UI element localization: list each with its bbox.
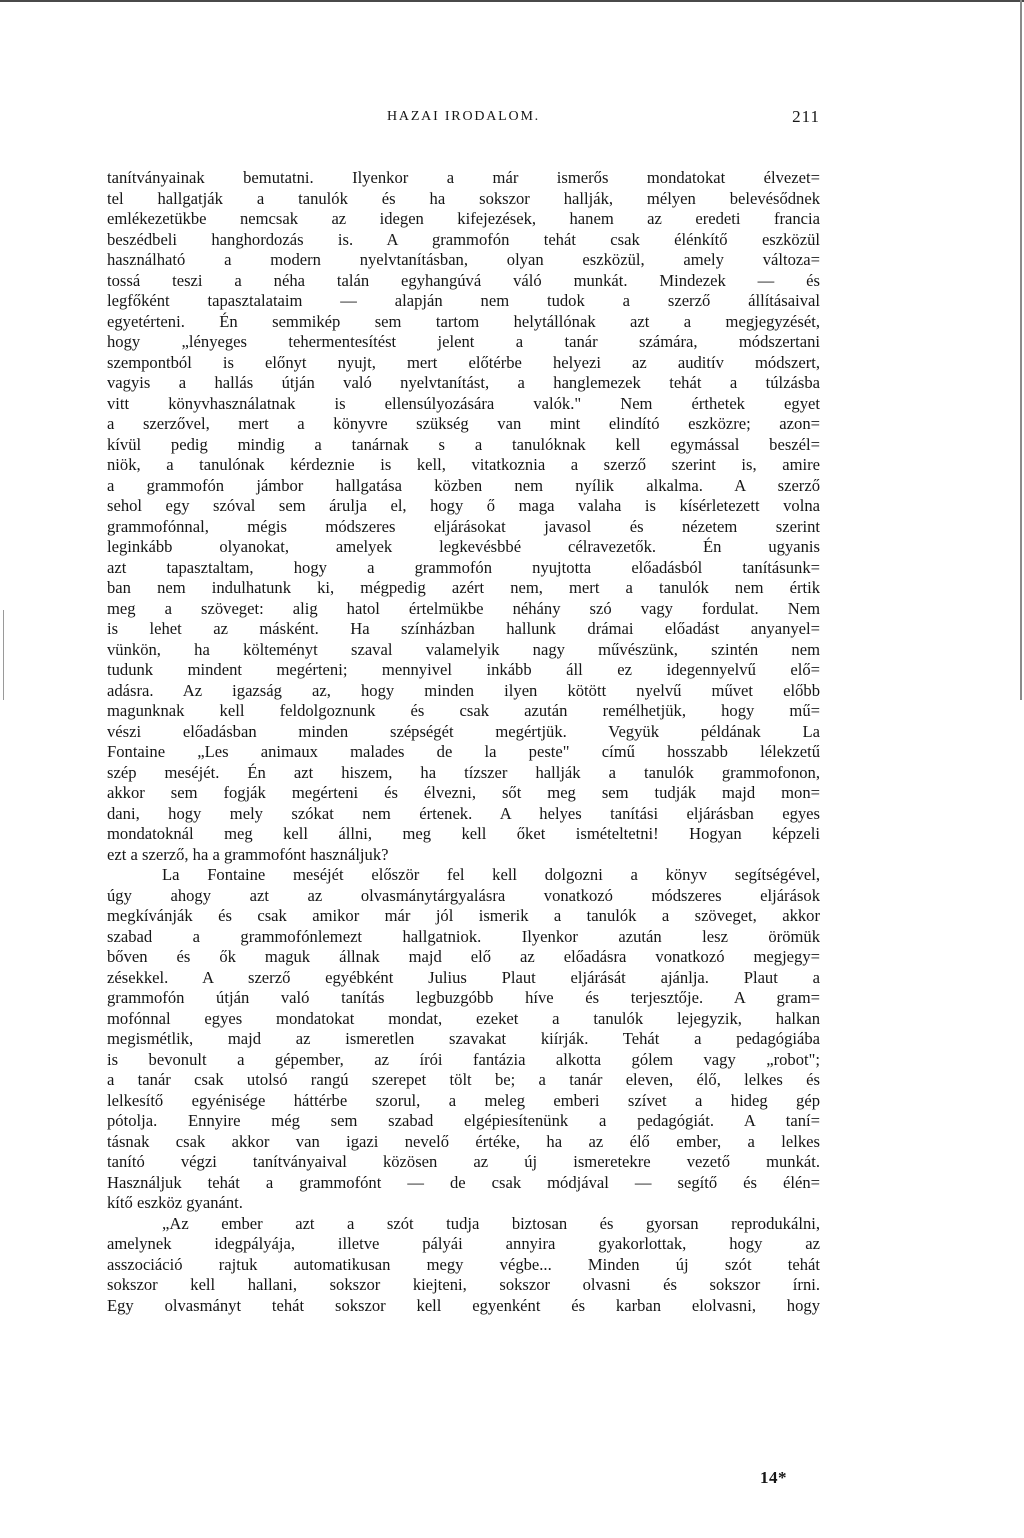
text-line: mofónnal egyes mondatokat mondat, ezeket a tanulók lejegyzik, halkan (107, 1008, 820, 1028)
text-line: adásra. Az igazság az, hogy minden ilyen kötött nyelvű művet előbb (107, 680, 820, 700)
body-text (107, 168, 820, 1316)
text-line: Egy olvasmányt tehát sokszor kell egyenként és karban elolvasni, hogy (107, 1295, 820, 1315)
text-line: asszociáció rajtuk automatikusan megy végbe... Minden új szót tehát (107, 1254, 820, 1274)
text-line: megkívánják és csak amikor már jól ismerik a tanulók a szöveget, akkor (107, 906, 820, 925)
text-line: sokszor kell hallani, sokszor kiejteni, sokszor olvasni és sokszor írni. (107, 1275, 820, 1294)
text-line: egyetérteni. Én semmikép sem tartom helytállónak azt a megjegyzését, (107, 311, 820, 331)
text-line: beszédbeli hanghordozás is. A grammofón tehát csak élénkítő eszközül (107, 229, 820, 249)
text-line: tossá teszi a néha talán egyhangúvá váló munkát. Mindezek — és (107, 270, 820, 290)
text-line: szép meséjét. Én azt hiszem, ha tízszer hallják a tanulók grammofonon, (107, 762, 820, 782)
scan-edge-left (3, 610, 4, 700)
text-line: a grammofón jámbor hallgatása közben nem nyílik alkalma. A szerző (107, 475, 820, 495)
page-number: 211 (792, 107, 820, 126)
text-line: grammofónnal, mégis módszeres eljárásokat javasol és nézetem szerint (107, 516, 820, 536)
running-title: HAZAI IRODALOM. (387, 109, 540, 124)
text-line: „Az ember azt a szót tudja biztosan és gyorsan reprodukálni, (162, 1213, 820, 1233)
text-line: La Fontaine meséjét először fel kell dolgozni a könyv segítségével, (162, 865, 820, 884)
text-line: grammofón útján való tanítás legbuzgóbb híve és terjesztője. A gram= (107, 988, 820, 1007)
text-line: akkor sem fogják megérteni és élvezni, sőt meg sem tudják majd mon= (107, 783, 820, 802)
text-line: úgy ahogy azt az olvasmánytárgyalásra vonatkozó módszeres eljárások (107, 885, 820, 905)
text-line: azt tapasztaltam, hogy a grammofón nyujtotta előadásból tanításunk= (107, 557, 820, 577)
text-line: zésekkel. A szerző egyébként Julius Plaut eljárását ajánlja. Plaut a (107, 967, 820, 987)
text-line: vészi előadásban minden szépségét megértjük. Vegyük példának La (107, 721, 820, 741)
text-line: amelynek idegpályája, illetve pályái annyira gyakorlottak, hogy az (107, 1234, 820, 1253)
text-line: a szerzővel, mert a könyvre szükség van mint elindító eszközre; azon= (107, 414, 820, 433)
text-line: dani, hogy mely szókat nem értenek. A helyes tanítási eljárásban egyes (107, 803, 820, 823)
text-line: tel hallgatják a tanulók és ha sokszor hallják, mélyen belevésődnek (107, 188, 820, 208)
scan-edge-top (0, 0, 1024, 2)
text-line: niök, a tanulónak kérdeznie is kell, vitatkoznia a szerző szerint is, amire (107, 455, 820, 474)
text-line: tásnak csak akkor van igazi nevelő értéke, ha az élő ember, a lelkes (107, 1131, 820, 1151)
text-line: legfőként tapasztalataim — alapján nem tudok a szerző állításaival (107, 291, 820, 310)
text-line: tanítványainak bemutatni. Ilyenkor a már ismerős mondatokat élvezet= (107, 168, 820, 187)
signature-mark: 14* (760, 1468, 787, 1487)
text-line: ban nem indulhatunk ki, mégpedig azért nem, mert a tanulók nem értik (107, 578, 820, 597)
text-line: magunknak kell feldolgoznunk és csak azután remélhetjük, hogy mű= (107, 701, 820, 720)
text-line: vagyis a hallás útján való nyelvtanítást, a hanglemezek tehát a túlzásba (107, 373, 820, 392)
text-line: vitt könyvhasználatnak is ellensúlyozására valók." Nem érthetek egyet (107, 393, 820, 413)
text-line: hogy „lényeges tehermentesítést jelent a tanár számára, módszertani (107, 332, 820, 351)
text-line: szempontból is előnyt nyujt, mert előtérbe helyezi az auditív módszert, (107, 352, 820, 372)
text-line: megismétlik, majd az ismeretlen szavakat kiírják. Tehát a pedagógiába (107, 1029, 820, 1048)
text-line: sehol egy szóval sem árulja el, hogy ő maga valaha is kísérletezett volna (107, 496, 820, 515)
text-line: tudunk mindent megérteni; mennyivel inkább áll ez idegennyelvű elő= (107, 660, 820, 679)
text-line: a tanár csak utolsó rangú szerepet tölt be; a tanár eleven, élő, lelkes és (107, 1070, 820, 1089)
text-line: szabad a grammofónlemezt hallgatniok. Ilyenkor azután lesz örömük (107, 926, 820, 946)
text-line: Fontaine „Les animaux malades de la peste" című hosszabb lélekzetű (107, 742, 820, 761)
scan-edge-right (1020, 0, 1022, 700)
text-line: bőven és ők maguk állnak majd elő az előadásra vonatkozó megjegy= (107, 947, 820, 966)
text-line: mondatoknál meg kell állni, meg kell őket ismételtetni! Hogyan képzeli (107, 824, 820, 843)
text-line: is lehet az másként. Ha színházban hallunk drámai előadást anyanyel= (107, 619, 820, 638)
text-line: Használjuk tehát a grammofónt — de csak módjával — segítő és élén= (107, 1172, 820, 1192)
text-line: lelkesítő egyénisége háttérbe szorul, a meleg emberi szívet a hideg gép (107, 1090, 820, 1110)
text-line: is bevonult a gépember, az írói fantázia alkotta gólem vagy „robot"; (107, 1049, 820, 1069)
text-line: kítő eszköz gyanánt. (107, 1193, 243, 1212)
text-line: emlékezetükbe nemcsak az idegen kifejezések, hanem az eredeti francia (107, 209, 820, 228)
text-line: pótolja. Ennyire még sem szabad elgépiesítenünk a pedagógiát. A taní= (107, 1111, 820, 1130)
text-line: kívül pedig mindig a tanárnak s a tanulóknak kell egymással beszél= (107, 434, 820, 454)
text-line: vünkön, ha költeményt szaval valamelyik nagy művészünk, szintén nem (107, 639, 820, 659)
text-line: tanító végzi tanítványaival közösen az új ismeretekre vezető munkát. (107, 1152, 820, 1171)
text-line: meg a szöveget: alig hatol értelmükbe néhány szó vagy fordulat. Nem (107, 598, 820, 618)
running-head (107, 109, 820, 139)
text-line: ezt a szerző, ha a grammofónt használjuk? (107, 844, 389, 864)
text-line: leginkább olyanokat, amelyek legkevésbbé célravezetők. Én ugyanis (107, 537, 820, 556)
text-line: használható a modern nyelvtanításban, olyan eszközül, amely változa= (107, 250, 820, 269)
